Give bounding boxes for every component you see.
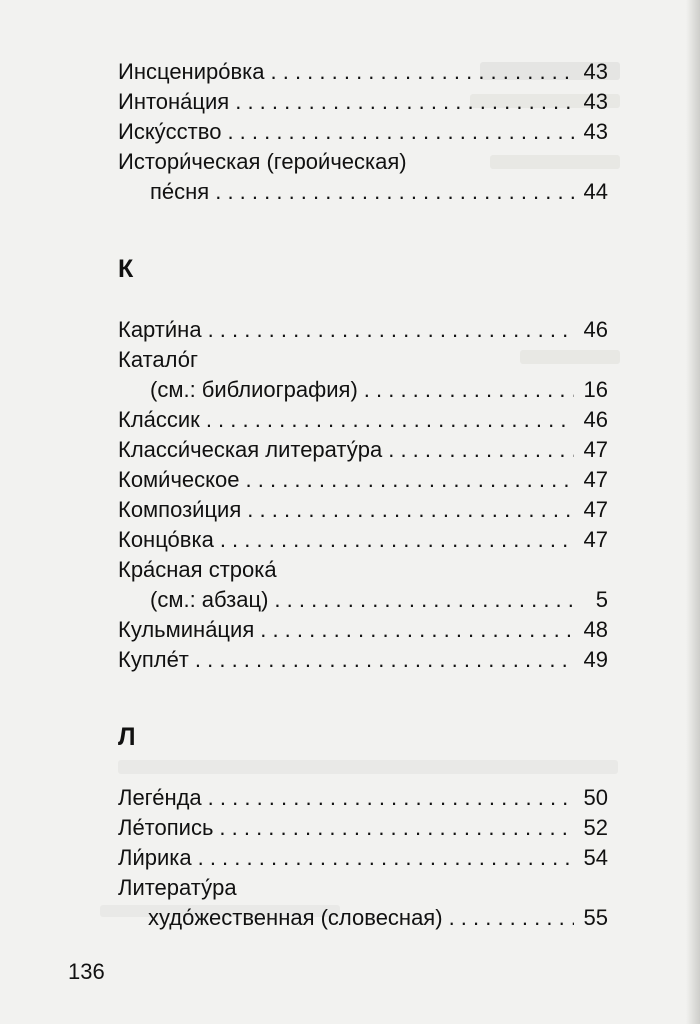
index-term-line: Истори́ческая (герои́ческая) bbox=[118, 149, 407, 174]
index-term: Класси́ческая литерату́ра bbox=[118, 437, 383, 462]
index-page: 52 bbox=[583, 815, 608, 840]
index-page: 47 bbox=[583, 467, 608, 492]
index-entry bbox=[150, 376, 608, 404]
section-letter: Л bbox=[118, 723, 136, 751]
index-page: 47 bbox=[583, 437, 608, 462]
dot-leader bbox=[388, 436, 574, 464]
dot-leader bbox=[195, 646, 574, 674]
index-term: Кла́ссик bbox=[118, 407, 200, 432]
index-term: Купле́т bbox=[118, 647, 189, 672]
index-page: 16 bbox=[583, 377, 608, 402]
index-entry bbox=[118, 316, 608, 344]
dot-leader bbox=[208, 316, 574, 344]
index-page: 43 bbox=[583, 89, 608, 114]
index-page: 49 bbox=[583, 647, 608, 672]
index-entry bbox=[118, 496, 608, 524]
index-page: 5 bbox=[595, 587, 608, 612]
index-page: 54 bbox=[583, 845, 608, 870]
index-term: Иску́сство bbox=[118, 119, 222, 144]
index-term-line: Катало́г bbox=[118, 347, 198, 372]
index-entry bbox=[150, 178, 608, 206]
dot-leader bbox=[449, 904, 574, 932]
index-page: 55 bbox=[583, 905, 608, 930]
index-page: 44 bbox=[583, 179, 608, 204]
index-term: Компози́ция bbox=[118, 497, 242, 522]
index-page: 47 bbox=[583, 527, 608, 552]
dot-leader bbox=[215, 178, 574, 206]
index-entry bbox=[118, 88, 608, 116]
index-entry bbox=[118, 436, 608, 464]
dot-leader bbox=[206, 406, 574, 434]
index-term: (см.: абзац) bbox=[150, 587, 269, 612]
index-page: 50 bbox=[583, 785, 608, 810]
dot-leader bbox=[260, 616, 574, 644]
index-page: 48 bbox=[583, 617, 608, 642]
dot-leader bbox=[271, 58, 575, 86]
section-letter: К bbox=[118, 255, 134, 283]
dot-leader bbox=[227, 118, 574, 146]
index-term: Концо́вка bbox=[118, 527, 214, 552]
dot-leader bbox=[219, 814, 574, 842]
index-entry bbox=[118, 784, 608, 812]
index-page: 47 bbox=[583, 497, 608, 522]
bleed-through-texture bbox=[520, 350, 620, 364]
index-term: Карти́на bbox=[118, 317, 202, 342]
index-term: Кульмина́ция bbox=[118, 617, 255, 642]
index-term: Леге́нда bbox=[118, 785, 202, 810]
index-page: 43 bbox=[583, 59, 608, 84]
index-entry bbox=[118, 406, 608, 434]
index-term: худо́жественная (словесная) bbox=[148, 905, 443, 930]
index-entry bbox=[118, 58, 608, 86]
index-term: Коми́ческое bbox=[118, 467, 240, 492]
index-term: (см.: библиография) bbox=[150, 377, 358, 402]
dot-leader bbox=[364, 376, 574, 404]
index-page: 43 bbox=[583, 119, 608, 144]
bleed-through-texture bbox=[490, 155, 620, 169]
index-term: пе́сня bbox=[150, 179, 210, 204]
bleed-through-texture bbox=[118, 760, 618, 774]
index-entry bbox=[118, 844, 608, 872]
page-edge-shadow bbox=[686, 0, 700, 1024]
index-term: Интона́ция bbox=[118, 89, 230, 114]
index-page: 46 bbox=[583, 317, 608, 342]
index-term-line: Кра́сная строка́ bbox=[118, 557, 277, 582]
index-term: Ле́топись bbox=[118, 815, 214, 840]
dot-leader bbox=[198, 844, 574, 872]
index-entry bbox=[118, 526, 608, 554]
page-number: 136 bbox=[68, 959, 105, 984]
index-term: Инсцениро́вка bbox=[118, 59, 265, 84]
dot-leader bbox=[220, 526, 574, 554]
index-entry bbox=[148, 904, 608, 932]
dot-leader bbox=[235, 88, 574, 116]
index-entry bbox=[118, 814, 608, 842]
dot-leader bbox=[208, 784, 574, 812]
index-entry bbox=[118, 466, 608, 494]
dot-leader bbox=[274, 586, 574, 614]
dot-leader bbox=[247, 496, 574, 524]
dot-leader bbox=[246, 466, 574, 494]
index-term: Ли́рика bbox=[118, 845, 192, 870]
index-entry bbox=[118, 646, 608, 674]
index-page: 46 bbox=[583, 407, 608, 432]
index-term-line: Литерату́ра bbox=[118, 875, 237, 900]
index-entry bbox=[118, 616, 608, 644]
index-entry bbox=[118, 118, 608, 146]
index-entry bbox=[150, 586, 608, 614]
